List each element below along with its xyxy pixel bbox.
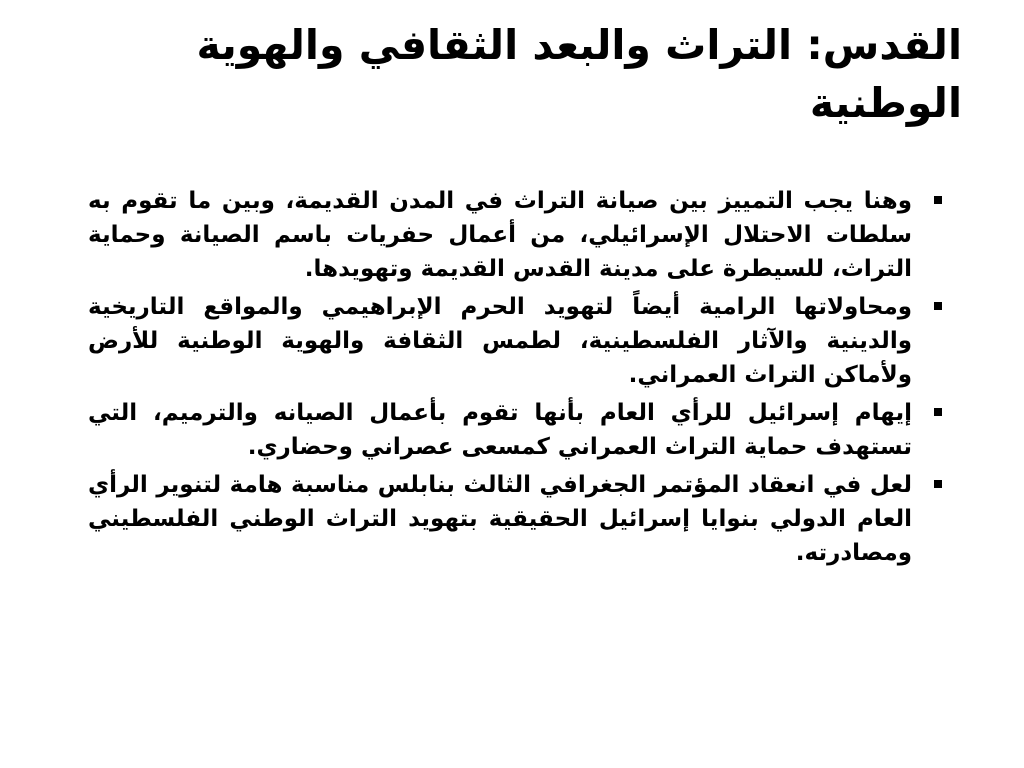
bullet-item <box>88 290 946 392</box>
bullet-list <box>88 184 946 574</box>
bullet-item <box>88 468 946 570</box>
square-bullet-icon <box>934 480 942 488</box>
square-bullet-icon <box>934 196 942 204</box>
square-bullet-icon <box>934 408 942 416</box>
slide-title: القدس: التراث والبعد الثقافي والهوية الوطنية <box>196 21 962 127</box>
bullet-item <box>88 396 946 464</box>
bullet-text: وهنا يجب التمييز بين صيانة التراث في المدن القديمة، وبين ما تقوم به سلطات الاحتلال الإسرائيلي، من أعمال حفريات باسم الصيانة وحماية التراث، للسيطرة على مدينة القدس القديمة وتهويدها. <box>88 188 912 282</box>
bullet-text: ومحاولاتها الرامية أيضاً لتهويد الحرم الإبراهيمي والمواقع التاريخية والدينية والآثار الفلسطينية، لطمس الثقافة والهوية الوطنية للأرض ولأماكن التراث العمراني. <box>88 294 912 388</box>
bullet-item <box>88 184 946 286</box>
bullet-text: لعل في انعقاد المؤتمر الجغرافي الثالث بنابلس مناسبة هامة لتنوير الرأي العام الدولي بنوايا إسرائيل الحقيقية بتهويد التراث الوطني الفلسطيني ومصادرته. <box>88 472 912 566</box>
bullet-text: إيهام إسرائيل للرأي العام بأنها تقوم بأعمال الصيانه والترميم، التي تستهدف حماية التراث العمراني كمسعى عصراني وحضاري. <box>88 400 912 460</box>
square-bullet-icon <box>934 302 942 310</box>
